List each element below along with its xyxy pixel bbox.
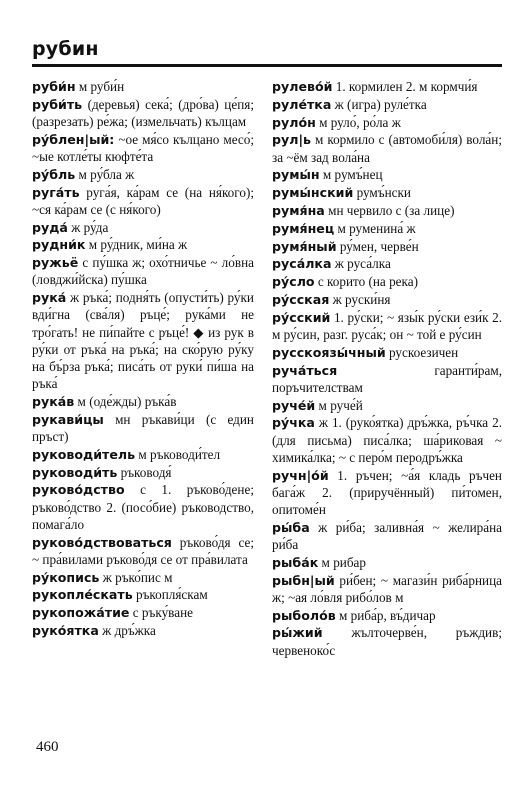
dictionary-entry — [272, 255, 502, 272]
dictionary-entry — [32, 411, 254, 445]
entry-definition: (деревья) сека́; (дро́ва) це́пя; (разрезать) ре́жа; (измельчать) кълцам — [32, 96, 254, 129]
entry-definition: м руло́, ро́ла ж — [315, 114, 401, 130]
entry-definition: ж ръко́пис м — [99, 569, 173, 585]
dictionary-entry — [32, 622, 254, 639]
entry-headword: ры́ба — [272, 519, 310, 535]
dictionary-entry — [272, 166, 502, 183]
entry-definition: м (оде́жды) ръка́в — [74, 394, 177, 409]
entry-headword: румя́нец — [272, 220, 335, 236]
entry-headword: румы́нский — [272, 185, 354, 201]
dictionary-entry — [32, 166, 254, 183]
entry-definition: гаранти́рам, поръчителствам — [272, 362, 502, 395]
dictionary-entry — [272, 572, 502, 606]
entry-headword: рыболо́в — [272, 607, 336, 623]
entry-definition: м рибар — [318, 554, 366, 570]
page-header-title: рубин — [32, 38, 99, 60]
entry-headword: руководи́ть — [32, 464, 118, 480]
dictionary-entry — [272, 554, 502, 571]
entry-definition: 1. ру́ски; ~ язы́к ру́ски ези́к 2. м ру́син, разг. руса́к; он ~ той е ру́син — [272, 309, 502, 342]
entry-definition: ж (игра) руле́тка — [331, 96, 427, 112]
dictionary-entry — [272, 96, 502, 113]
entry-headword: рука́в — [32, 394, 75, 409]
entry-headword: ру́сский — [272, 309, 331, 325]
dictionary-entry — [32, 184, 254, 218]
entry-headword: рулево́й — [272, 79, 333, 94]
entry-headword: рыба́к — [272, 554, 319, 570]
dictionary-entry — [272, 202, 502, 219]
entry-headword: русскоязы́чный — [272, 344, 386, 360]
entry-headword: ру́сская — [272, 291, 330, 307]
dictionary-entry — [32, 446, 254, 463]
entry-definition: с корито (на река) — [314, 274, 418, 290]
entry-headword: ру́блен|ый: — [32, 131, 115, 147]
entry-headword: руко́ятка — [32, 622, 99, 638]
dictionary-entry — [32, 236, 254, 253]
entry-definition: 1. ръчен; ~а́я кладь ръчен бага́ж 2. (приручённый) пи́томен, опитоме́н — [272, 467, 502, 517]
entry-definition: м румъ́нец — [319, 167, 383, 183]
entry-definition: мн червило с (за лице) — [324, 202, 455, 218]
dictionary-entry — [32, 569, 254, 586]
dictionary-entry — [32, 464, 254, 481]
entry-definition: руга́я, ка́рам се (на ня́кого); ~ся ка́рам се (с ня́кого) — [32, 184, 254, 217]
entry-definition: ж ръка́; подня́ть (опусти́ть) ру́ки вди́гна (сва́ля) ръце́; рука́ми не тро́гать! не пи́пайте с ръце́! ◆ из рук в ру́ки от ръка́ на ръка́; на ско́рую ру́ку на бъ́рза ръка́; писа́ть от руки́ пи́ша на ръка́ — [32, 290, 254, 392]
entry-headword: ружьё — [32, 255, 79, 271]
entry-definition: ръководя́ — [117, 464, 172, 480]
entry-definition: ~ое мя́со кълцано месо́; ~ые котле́ты кюфте́та — [32, 131, 254, 164]
dictionary-entry — [272, 397, 502, 414]
entry-headword: руково́дство — [32, 482, 125, 498]
dictionary-entry — [32, 534, 254, 568]
entry-headword: рукави́цы — [32, 411, 104, 427]
entry-definition: ру́мен, черве́н — [336, 238, 419, 254]
entry-headword: рудни́к — [32, 237, 86, 253]
entry-definition: ж дръ́жка — [98, 622, 156, 638]
entry-headword: руково́дствоваться — [32, 534, 172, 550]
entry-definition: с пу́шка ж; охо́тничье ~ ло́вна (ловджи́йска) пу́шка — [32, 255, 254, 288]
left-column — [32, 78, 254, 640]
dictionary-entry — [272, 184, 502, 201]
entry-headword: румы́н — [272, 167, 320, 183]
entry-headword: руководи́тель — [32, 446, 136, 462]
entry-definition: ри́бен; ~ магази́н риба́рница ж; ~ая ло́вля рибо́лов м — [272, 572, 502, 605]
entry-headword: ру́бль — [32, 166, 76, 182]
entry-headword: румя́на — [272, 202, 325, 218]
entry-definition: мн ръкави́ци (с един пръст) — [32, 411, 254, 444]
entry-headword: руга́ть — [32, 184, 80, 200]
dictionary-entry — [32, 393, 254, 410]
dictionary-entry — [272, 467, 502, 519]
entry-definition: м риба́р, въ́дичар — [335, 607, 436, 623]
dictionary-entry — [272, 114, 502, 131]
entry-definition: ръково́дя се; ~ пра́вилами ръково́дя се от пра́вилата — [32, 534, 254, 567]
dictionary-entry — [32, 289, 254, 392]
entry-headword: ру́чка — [272, 415, 315, 431]
entry-headword: руса́лка — [272, 256, 332, 272]
entry-headword: ручн|о́й — [272, 467, 329, 483]
dictionary-entry — [272, 362, 502, 396]
entry-headword: румя́ный — [272, 238, 337, 254]
entry-headword: руча́ться — [272, 362, 338, 378]
dictionary-entry — [32, 586, 254, 603]
entry-definition: румъ́нски — [353, 185, 411, 201]
entry-headword: руда́ — [32, 219, 68, 235]
dictionary-entry — [272, 78, 502, 95]
entry-definition: ръкопля́скам — [132, 587, 208, 603]
dictionary-entry — [32, 131, 254, 165]
dictionary-entry — [32, 78, 254, 95]
entry-headword: рул|ь — [272, 132, 312, 148]
entry-definition: рускоезичен — [385, 344, 459, 360]
dictionary-entry — [32, 96, 254, 130]
entry-definition: ж руса́лка — [331, 256, 391, 272]
right-column — [272, 78, 502, 659]
dictionary-entry — [32, 254, 254, 288]
entry-definition: ж ри́ба; заливна́я ~ желира́на ри́ба — [272, 519, 502, 552]
dictionary-entry — [272, 291, 502, 308]
entry-definition: м ръководи́тел — [135, 446, 221, 462]
dictionary-entry — [272, 220, 502, 237]
entry-headword: ры́жий — [272, 625, 323, 641]
dictionary-entry — [32, 481, 254, 533]
dictionary-entry — [272, 624, 502, 658]
entry-definition: ж руски́ня — [329, 291, 391, 307]
entry-definition: ж 1. (руко́ятка) дръ́жка, ръ́чка 2. (для письма) писа́лка; ша́риковая ~ химика́лка; ~ с перо́м перодръ́жка — [272, 415, 502, 465]
dictionary-entry — [32, 604, 254, 621]
dictionary-entry — [272, 414, 502, 466]
dictionary-entry — [272, 309, 502, 343]
dictionary-entry — [272, 344, 502, 361]
entry-definition: м руче́й — [315, 397, 363, 413]
entry-definition: м ру́дник, ми́на ж — [85, 237, 188, 253]
dictionary-entry — [272, 519, 502, 553]
entry-headword: руби́ть — [32, 96, 83, 112]
entry-headword: рука́ — [32, 290, 67, 306]
entry-headword: рыбн|ый — [272, 572, 335, 588]
entry-headword: руче́й — [272, 397, 316, 413]
dictionary-entry — [32, 219, 254, 236]
entry-headword: рукопле́скать — [32, 587, 133, 603]
dictionary-entry — [272, 238, 502, 255]
entry-headword: ру́сло — [272, 274, 315, 290]
entry-definition: м ру́бла ж — [75, 166, 135, 182]
entry-definition: м руменина́ ж — [334, 220, 416, 236]
entry-definition: м кормило с (автомоби́ля) вола́н; за ~ём зад вола́на — [272, 132, 502, 165]
dictionary-entry — [272, 607, 502, 624]
entry-definition: ж ру́да — [67, 219, 109, 235]
entry-headword: руби́н — [32, 79, 76, 94]
entry-headword: руло́н — [272, 114, 316, 130]
entry-headword: руле́тка — [272, 96, 332, 112]
entry-definition: с ръку́ване — [129, 605, 193, 621]
page-number: 460 — [36, 739, 59, 755]
entry-definition: жълточерве́н, ръждив; червеноко́с — [272, 625, 502, 658]
entry-headword: ру́копись — [32, 569, 100, 585]
entry-definition: м руби́н — [75, 79, 125, 94]
header-rule — [32, 64, 502, 67]
dictionary-entry — [272, 273, 502, 290]
dictionary-entry — [272, 131, 502, 165]
entry-definition: 1. кормилен 2. м кормчи́я — [332, 79, 478, 94]
entry-headword: рукопожа́тие — [32, 605, 130, 621]
entry-definition: с 1. ръково́дене; ръково́дство 2. (посо́бие) ръководство, помага́ло — [32, 482, 254, 532]
